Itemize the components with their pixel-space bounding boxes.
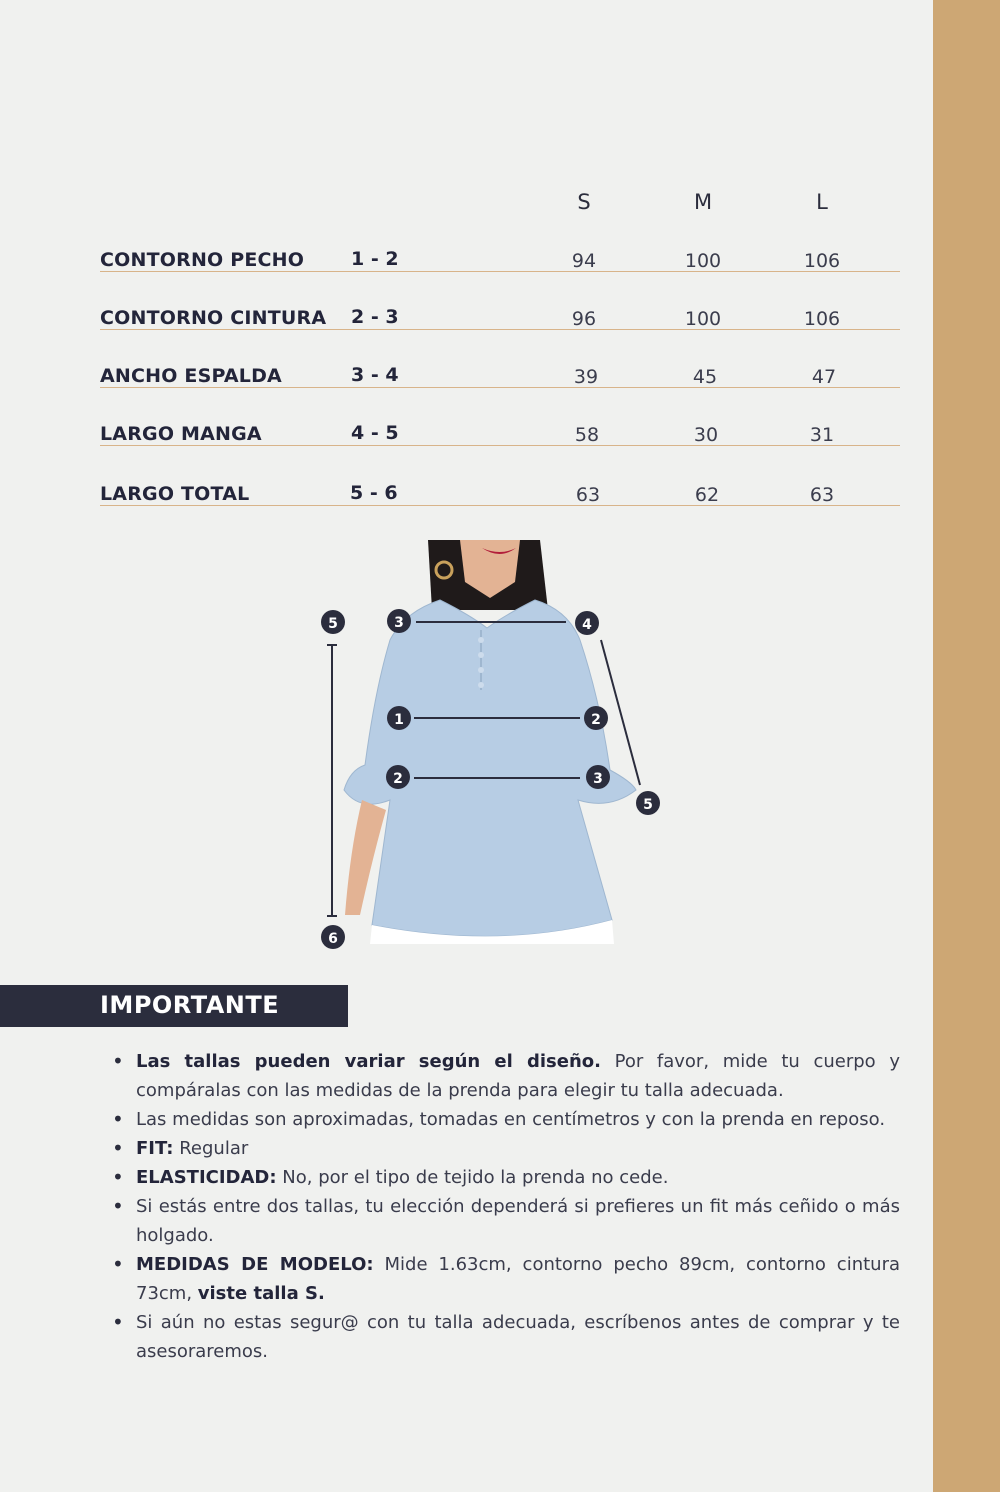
svg-text:2: 2 bbox=[393, 771, 403, 787]
value-l: 31 bbox=[809, 424, 835, 446]
button-icon bbox=[478, 652, 484, 658]
list-item: • MEDIDAS DE MODELO: Mide 1.63cm, contorno pecho 89cm, contorno cintura 73cm, viste talla S. bbox=[100, 1250, 900, 1308]
table-row bbox=[100, 289, 900, 330]
table-row bbox=[100, 405, 900, 446]
marker-1 bbox=[387, 706, 411, 730]
right-accent-stripe bbox=[933, 0, 1000, 1492]
list-item: • Si aún no estas segur@ con tu talla adecuada, escríbenos antes de comprar y te asesoraremos. bbox=[100, 1308, 900, 1366]
table-row bbox=[100, 347, 900, 388]
value-s: 58 bbox=[574, 424, 600, 446]
value-m: 30 bbox=[693, 424, 719, 446]
svg-text:5: 5 bbox=[328, 616, 338, 632]
list-item: • Las tallas pueden variar según el diseño. Por favor, mide tu cuerpo y compáralas con las medidas de la prenda para elegir tu talla adecuada. bbox=[100, 1047, 900, 1105]
button-icon bbox=[478, 682, 484, 688]
value-m: 100 bbox=[684, 308, 722, 330]
table-row bbox=[100, 465, 900, 506]
size-header-s: S bbox=[577, 190, 591, 214]
marker-3-right bbox=[586, 765, 610, 789]
value-l: 63 bbox=[809, 484, 835, 506]
list-item: • Si estás entre dos tallas, tu elección dependerá si prefieres un fit más ceñido o más holgado. bbox=[100, 1192, 900, 1250]
list-item: • FIT: Regular bbox=[100, 1134, 900, 1163]
svg-text:5: 5 bbox=[643, 797, 653, 813]
value-s: 63 bbox=[575, 484, 601, 506]
marker-2-right bbox=[584, 706, 608, 730]
list-item: • ELASTICIDAD: No, por el tipo de tejido la prenda no cede. bbox=[100, 1163, 900, 1192]
row-label: LARGO TOTAL bbox=[100, 483, 250, 505]
row-range: 3 - 4 bbox=[351, 364, 399, 386]
row-label: CONTORNO CINTURA bbox=[100, 307, 327, 329]
row-range: 2 - 3 bbox=[351, 306, 399, 328]
button-icon bbox=[478, 667, 484, 673]
value-l: 47 bbox=[811, 366, 837, 388]
marker-4 bbox=[575, 611, 599, 635]
value-s: 39 bbox=[573, 366, 599, 388]
svg-text:1: 1 bbox=[394, 712, 404, 728]
marker-3-top bbox=[387, 609, 411, 633]
svg-text:3: 3 bbox=[593, 771, 603, 787]
value-s: 94 bbox=[571, 250, 597, 272]
size-header-l: L bbox=[816, 190, 828, 214]
row-range: 1 - 2 bbox=[351, 248, 399, 270]
important-banner bbox=[0, 985, 348, 1027]
value-m: 62 bbox=[694, 484, 720, 506]
row-range: 4 - 5 bbox=[351, 422, 399, 444]
marker-2-left bbox=[386, 765, 410, 789]
value-s: 96 bbox=[571, 308, 597, 330]
button-icon bbox=[478, 637, 484, 643]
row-range: 5 - 6 bbox=[350, 482, 398, 504]
list-item: • Las medidas son aproximadas, tomadas en centímetros y con la prenda en reposo. bbox=[100, 1105, 900, 1134]
marker-5-left bbox=[321, 610, 345, 634]
table-row bbox=[100, 231, 900, 272]
important-title: IMPORTANTE bbox=[100, 991, 280, 1019]
svg-text:3: 3 bbox=[394, 615, 404, 631]
svg-text:2: 2 bbox=[591, 712, 601, 728]
svg-text:4: 4 bbox=[582, 617, 592, 633]
important-notes-list bbox=[100, 1047, 900, 1366]
row-label: LARGO MANGA bbox=[100, 423, 262, 445]
row-label: ANCHO ESPALDA bbox=[100, 365, 282, 387]
marker-6 bbox=[321, 925, 345, 949]
value-m: 100 bbox=[684, 250, 722, 272]
size-header-m: M bbox=[693, 190, 713, 214]
value-l: 106 bbox=[803, 308, 841, 330]
garment-measurement-figure bbox=[300, 540, 680, 950]
marker-5-right bbox=[636, 791, 660, 815]
value-m: 45 bbox=[692, 366, 718, 388]
value-l: 106 bbox=[803, 250, 841, 272]
row-label: CONTORNO PECHO bbox=[100, 249, 305, 271]
svg-text:6: 6 bbox=[328, 931, 338, 947]
